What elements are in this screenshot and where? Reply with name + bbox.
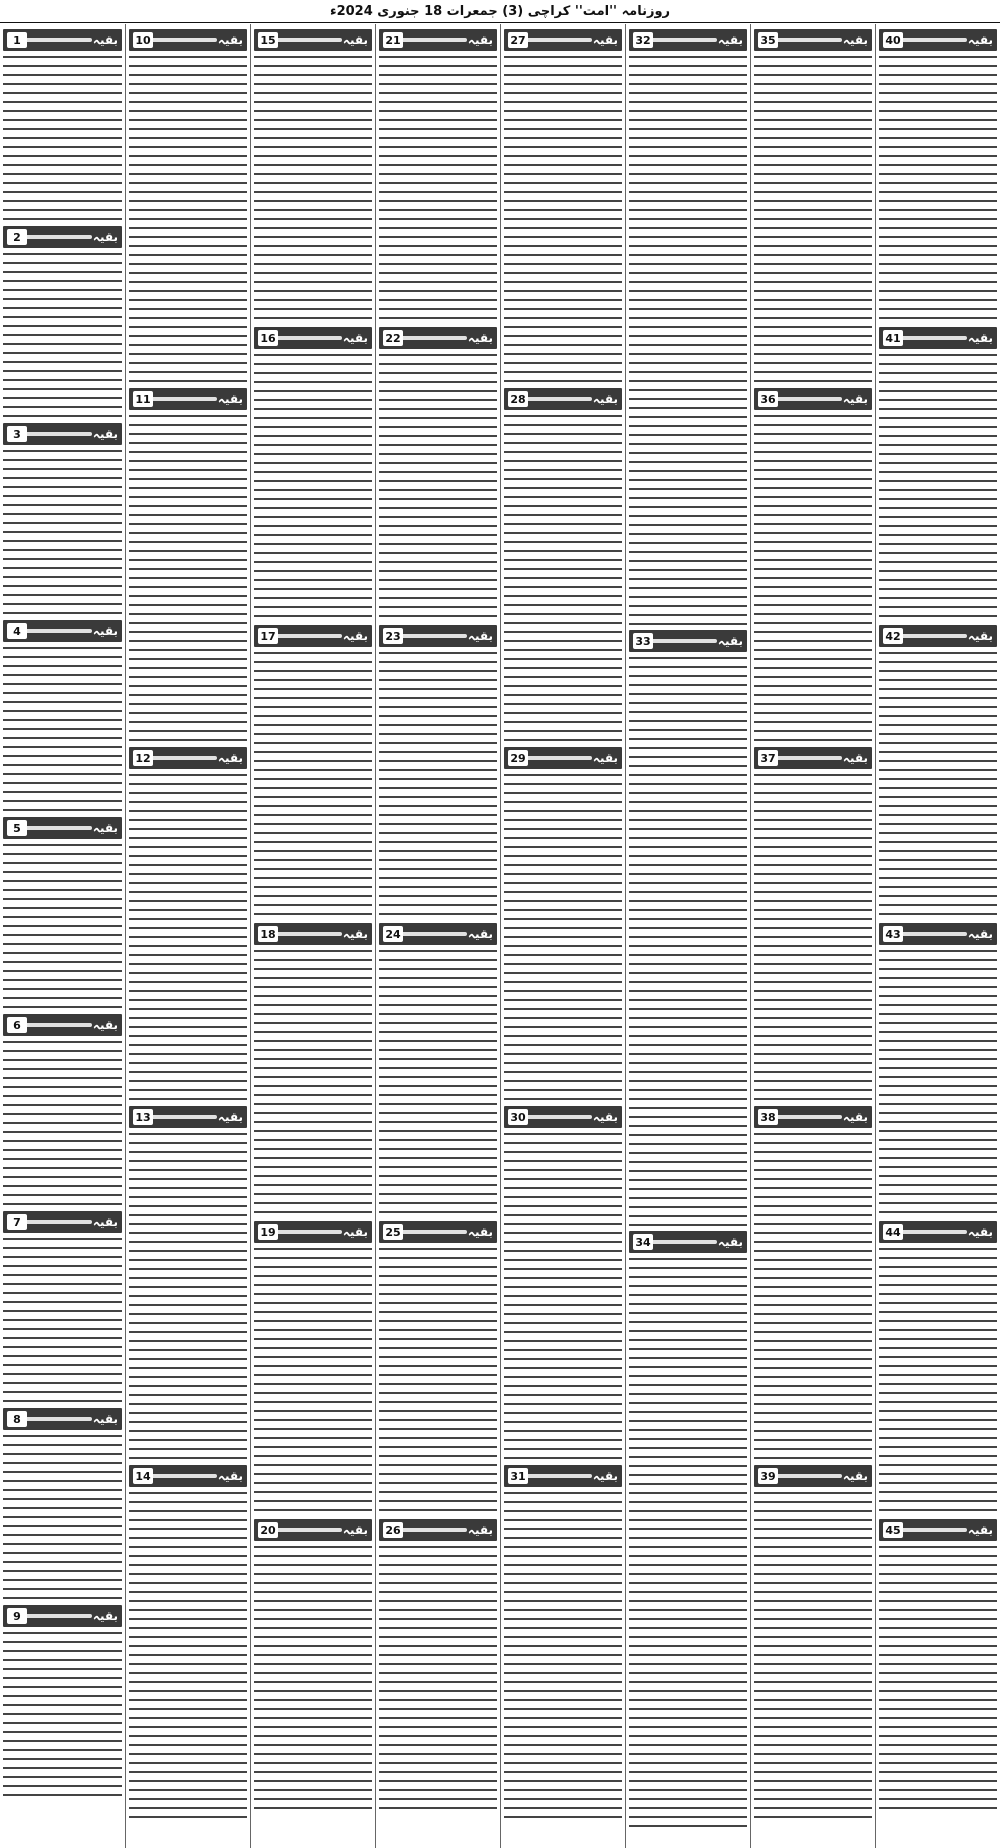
swoosh-decoration — [25, 38, 92, 42]
continuation-banner — [254, 625, 372, 647]
article-text — [879, 1245, 997, 1516]
continuation-banner — [3, 1605, 122, 1627]
continuation-section — [3, 226, 122, 420]
continuation-number: 32 — [633, 32, 653, 48]
swoosh-decoration — [25, 235, 92, 239]
article-text — [629, 654, 747, 1228]
swoosh-decoration — [276, 932, 342, 936]
article-text — [254, 1543, 372, 1814]
continuation-section — [754, 747, 872, 1103]
continuation-label: بقیہ — [217, 1469, 243, 1483]
continuation-banner — [504, 747, 622, 769]
continuation-number: 28 — [508, 391, 528, 407]
continuation-section — [504, 388, 622, 744]
continuation-section — [379, 625, 497, 920]
continuation-banner — [754, 1465, 872, 1487]
article-text — [504, 771, 622, 1103]
continuation-banner — [879, 923, 997, 945]
continuation-banner — [254, 923, 372, 945]
article-text — [254, 1245, 372, 1516]
continuation-number: 35 — [758, 32, 778, 48]
continuation-banner — [3, 1014, 122, 1036]
article-text — [379, 649, 497, 920]
continuation-label: بقیہ — [92, 624, 118, 638]
continuation-label: بقیہ — [92, 230, 118, 244]
news-column — [750, 24, 875, 1848]
continuation-banner — [129, 1106, 247, 1128]
news-column — [375, 24, 500, 1848]
continuation-section — [129, 747, 247, 1103]
article-text — [254, 649, 372, 920]
continuation-banner — [3, 423, 122, 445]
continuation-section — [879, 923, 997, 1218]
swoosh-decoration — [276, 634, 342, 638]
continuation-number: 34 — [633, 1234, 653, 1250]
swoosh-decoration — [276, 1528, 342, 1532]
continuation-number: 30 — [508, 1109, 528, 1125]
continuation-number: 12 — [133, 750, 153, 766]
continuation-section — [504, 1465, 622, 1821]
continuation-banner — [3, 620, 122, 642]
continuation-banner — [379, 923, 497, 945]
continuation-banner — [129, 747, 247, 769]
continuation-number: 24 — [383, 926, 403, 942]
continuation-section — [754, 29, 872, 385]
continuation-section — [129, 1465, 247, 1821]
continuation-section — [629, 29, 747, 627]
newspaper-masthead — [0, 0, 1000, 23]
continuation-number: 31 — [508, 1468, 528, 1484]
swoosh-decoration — [151, 38, 217, 42]
article-text — [3, 447, 122, 617]
article-text — [379, 53, 497, 324]
continuation-number: 41 — [883, 330, 903, 346]
swoosh-decoration — [651, 1240, 717, 1244]
continuation-number: 20 — [258, 1522, 278, 1538]
continuation-banner — [754, 747, 872, 769]
continuation-label: بقیہ — [342, 331, 368, 345]
article-text — [3, 644, 122, 814]
continuation-label: بقیہ — [92, 821, 118, 835]
swoosh-decoration — [25, 1023, 92, 1027]
article-text — [379, 947, 497, 1218]
continuation-label: بقیہ — [717, 634, 743, 648]
continuation-section — [379, 327, 497, 622]
continuation-section — [879, 625, 997, 920]
swoosh-decoration — [401, 634, 467, 638]
continuation-label: بقیہ — [92, 1018, 118, 1032]
continuation-section — [629, 630, 747, 1228]
continuation-label: بقیہ — [342, 1523, 368, 1537]
continuation-number: 29 — [508, 750, 528, 766]
continuation-banner — [879, 1221, 997, 1243]
swoosh-decoration — [651, 38, 717, 42]
continuation-number: 38 — [758, 1109, 778, 1125]
continuation-section — [879, 1519, 997, 1814]
continuation-banner — [3, 29, 122, 51]
article-text — [879, 351, 997, 622]
continuation-number: 40 — [883, 32, 903, 48]
continuation-number: 42 — [883, 628, 903, 644]
swoosh-decoration — [901, 38, 967, 42]
article-text — [504, 1489, 622, 1821]
continuation-number: 8 — [7, 1411, 27, 1427]
continuation-label: بقیہ — [92, 1609, 118, 1623]
continuation-banner — [379, 1519, 497, 1541]
swoosh-decoration — [401, 1230, 467, 1234]
article-text — [879, 53, 997, 324]
swoosh-decoration — [526, 756, 592, 760]
continuation-section — [754, 388, 872, 744]
continuation-section — [879, 29, 997, 324]
news-column — [625, 24, 750, 1848]
continuation-number: 11 — [133, 391, 153, 407]
continuation-banner — [129, 29, 247, 51]
continuation-number: 3 — [7, 426, 27, 442]
continuation-number: 43 — [883, 926, 903, 942]
article-text — [379, 1543, 497, 1814]
continuation-banner — [754, 388, 872, 410]
continuation-section — [3, 817, 122, 1011]
article-text — [754, 1489, 872, 1821]
swoosh-decoration — [401, 336, 467, 340]
continuation-number: 4 — [7, 623, 27, 639]
continuation-label: بقیہ — [842, 392, 868, 406]
swoosh-decoration — [901, 1528, 967, 1532]
continuation-number: 39 — [758, 1468, 778, 1484]
continuation-label: بقیہ — [467, 927, 493, 941]
continuation-section — [254, 923, 372, 1218]
continuation-banner — [629, 29, 747, 51]
continuation-number: 15 — [258, 32, 278, 48]
continuation-label: بقیہ — [92, 1412, 118, 1426]
continuation-number: 23 — [383, 628, 403, 644]
continuation-label: بقیہ — [92, 1215, 118, 1229]
continuation-label: بقیہ — [967, 1523, 993, 1537]
swoosh-decoration — [526, 1115, 592, 1119]
swoosh-decoration — [901, 336, 967, 340]
article-text — [754, 771, 872, 1103]
article-text — [3, 1629, 122, 1799]
continuation-label: بقیہ — [342, 1225, 368, 1239]
article-text — [3, 1235, 122, 1405]
continuation-number: 10 — [133, 32, 153, 48]
continuation-label: بقیہ — [592, 751, 618, 765]
continuation-banner — [629, 630, 747, 652]
continuation-label: بقیہ — [592, 392, 618, 406]
swoosh-decoration — [401, 38, 467, 42]
swoosh-decoration — [151, 397, 217, 401]
continuation-section — [379, 1519, 497, 1814]
continuation-banner — [879, 327, 997, 349]
continuation-section — [3, 1605, 122, 1799]
article-text — [754, 412, 872, 744]
continuation-label: بقیہ — [967, 629, 993, 643]
article-text — [879, 649, 997, 920]
newspaper-page — [0, 24, 1000, 1848]
continuation-section — [254, 625, 372, 920]
continuation-label: بقیہ — [92, 427, 118, 441]
article-text — [3, 250, 122, 420]
continuation-section — [379, 923, 497, 1218]
continuation-number: 22 — [383, 330, 403, 346]
continuation-banner — [379, 327, 497, 349]
continuation-label: بقیہ — [967, 331, 993, 345]
continuation-banner — [629, 1231, 747, 1253]
continuation-number: 21 — [383, 32, 403, 48]
swoosh-decoration — [526, 397, 592, 401]
continuation-section — [3, 1014, 122, 1208]
article-text — [879, 1543, 997, 1814]
continuation-section — [254, 1519, 372, 1814]
continuation-number: 14 — [133, 1468, 153, 1484]
continuation-number: 25 — [383, 1224, 403, 1240]
continuation-section — [629, 1231, 747, 1829]
continuation-number: 18 — [258, 926, 278, 942]
continuation-banner — [379, 1221, 497, 1243]
continuation-banner — [879, 29, 997, 51]
news-column — [500, 24, 625, 1848]
continuation-number: 19 — [258, 1224, 278, 1240]
swoosh-decoration — [651, 639, 717, 643]
continuation-section — [129, 388, 247, 744]
continuation-section — [754, 1106, 872, 1462]
swoosh-decoration — [776, 1115, 842, 1119]
swoosh-decoration — [25, 1614, 92, 1618]
continuation-number: 17 — [258, 628, 278, 644]
swoosh-decoration — [25, 1220, 92, 1224]
continuation-section — [379, 1221, 497, 1516]
swoosh-decoration — [776, 397, 842, 401]
article-text — [129, 412, 247, 744]
continuation-number: 45 — [883, 1522, 903, 1538]
continuation-banner — [129, 388, 247, 410]
continuation-section — [3, 29, 122, 223]
continuation-banner — [254, 1221, 372, 1243]
continuation-label: بقیہ — [967, 927, 993, 941]
article-text — [129, 53, 247, 385]
continuation-label: بقیہ — [467, 1523, 493, 1537]
continuation-label: بقیہ — [592, 1110, 618, 1124]
continuation-section — [504, 1106, 622, 1462]
article-text — [3, 841, 122, 1011]
continuation-banner — [754, 29, 872, 51]
continuation-banner — [254, 1519, 372, 1541]
news-column — [875, 24, 1000, 1848]
article-text — [3, 1038, 122, 1208]
continuation-banner — [3, 1211, 122, 1233]
continuation-label: بقیہ — [217, 1110, 243, 1124]
news-column — [125, 24, 250, 1848]
article-text — [379, 1245, 497, 1516]
continuation-label: بقیہ — [842, 1110, 868, 1124]
continuation-section — [754, 1465, 872, 1821]
continuation-number: 36 — [758, 391, 778, 407]
continuation-label: بقیہ — [467, 1225, 493, 1239]
continuation-label: بقیہ — [342, 927, 368, 941]
continuation-label: بقیہ — [92, 33, 118, 47]
article-text — [754, 53, 872, 385]
swoosh-decoration — [901, 634, 967, 638]
continuation-section — [129, 29, 247, 385]
continuation-banner — [379, 625, 497, 647]
swoosh-decoration — [276, 1230, 342, 1234]
news-column — [250, 24, 375, 1848]
continuation-number: 13 — [133, 1109, 153, 1125]
continuation-section — [879, 327, 997, 622]
article-text — [254, 53, 372, 324]
swoosh-decoration — [151, 1115, 217, 1119]
continuation-label: بقیہ — [717, 33, 743, 47]
swoosh-decoration — [901, 932, 967, 936]
continuation-number: 26 — [383, 1522, 403, 1538]
continuation-label: بقیہ — [592, 33, 618, 47]
swoosh-decoration — [401, 1528, 467, 1532]
news-column — [0, 24, 125, 1848]
swoosh-decoration — [151, 1474, 217, 1478]
continuation-label: بقیہ — [967, 1225, 993, 1239]
continuation-banner — [754, 1106, 872, 1128]
continuation-label: بقیہ — [342, 33, 368, 47]
article-text — [254, 947, 372, 1218]
continuation-number: 37 — [758, 750, 778, 766]
article-text — [504, 412, 622, 744]
swoosh-decoration — [776, 756, 842, 760]
continuation-label: بقیہ — [217, 751, 243, 765]
continuation-section — [254, 327, 372, 622]
continuation-label: بقیہ — [342, 629, 368, 643]
continuation-banner — [3, 226, 122, 248]
swoosh-decoration — [776, 38, 842, 42]
swoosh-decoration — [901, 1230, 967, 1234]
continuation-section — [504, 747, 622, 1103]
article-text — [504, 53, 622, 385]
continuation-number: 27 — [508, 32, 528, 48]
continuation-section — [254, 1221, 372, 1516]
continuation-banner — [3, 817, 122, 839]
continuation-label: بقیہ — [467, 331, 493, 345]
continuation-banner — [3, 1408, 122, 1430]
continuation-banner — [504, 1106, 622, 1128]
continuation-banner — [254, 327, 372, 349]
swoosh-decoration — [276, 38, 342, 42]
continuation-section — [254, 29, 372, 324]
continuation-section — [3, 620, 122, 814]
continuation-section — [3, 423, 122, 617]
continuation-banner — [504, 29, 622, 51]
continuation-section — [129, 1106, 247, 1462]
continuation-section — [504, 29, 622, 385]
article-text — [3, 53, 122, 223]
continuation-banner — [379, 29, 497, 51]
continuation-number: 1 — [7, 32, 27, 48]
continuation-label: بقیہ — [217, 33, 243, 47]
swoosh-decoration — [25, 432, 92, 436]
continuation-section — [3, 1211, 122, 1405]
swoosh-decoration — [776, 1474, 842, 1478]
continuation-label: بقیہ — [717, 1235, 743, 1249]
article-text — [754, 1130, 872, 1462]
swoosh-decoration — [151, 756, 217, 760]
article-text — [879, 947, 997, 1218]
swoosh-decoration — [526, 1474, 592, 1478]
continuation-label: بقیہ — [592, 1469, 618, 1483]
swoosh-decoration — [276, 336, 342, 340]
article-text — [3, 1432, 122, 1602]
continuation-number: 7 — [7, 1214, 27, 1230]
continuation-label: بقیہ — [967, 33, 993, 47]
continuation-number: 6 — [7, 1017, 27, 1033]
continuation-banner — [504, 388, 622, 410]
continuation-label: بقیہ — [217, 392, 243, 406]
article-text — [504, 1130, 622, 1462]
continuation-banner — [879, 625, 997, 647]
continuation-number: 5 — [7, 820, 27, 836]
continuation-banner — [254, 29, 372, 51]
continuation-section — [379, 29, 497, 324]
swoosh-decoration — [25, 629, 92, 633]
continuation-label: بقیہ — [842, 751, 868, 765]
swoosh-decoration — [25, 826, 92, 830]
continuation-banner — [504, 1465, 622, 1487]
continuation-section — [879, 1221, 997, 1516]
article-text — [254, 351, 372, 622]
continuation-number: 9 — [7, 1608, 27, 1624]
dateline: روزنامہ ''امت'' کراچی (3) جمعرات 18 جنوری 2024ء — [329, 3, 671, 19]
article-text — [129, 771, 247, 1103]
continuation-number: 44 — [883, 1224, 903, 1240]
continuation-banner — [879, 1519, 997, 1541]
article-text — [629, 53, 747, 627]
article-text — [129, 1489, 247, 1821]
continuation-number: 2 — [7, 229, 27, 245]
continuation-number: 16 — [258, 330, 278, 346]
article-text — [129, 1130, 247, 1462]
continuation-number: 33 — [633, 633, 653, 649]
continuation-section — [3, 1408, 122, 1602]
continuation-label: بقیہ — [467, 629, 493, 643]
swoosh-decoration — [25, 1417, 92, 1421]
article-text — [629, 1255, 747, 1829]
swoosh-decoration — [401, 932, 467, 936]
continuation-label: بقیہ — [842, 33, 868, 47]
swoosh-decoration — [526, 38, 592, 42]
continuation-label: بقیہ — [842, 1469, 868, 1483]
continuation-label: بقیہ — [467, 33, 493, 47]
article-text — [379, 351, 497, 622]
continuation-banner — [129, 1465, 247, 1487]
